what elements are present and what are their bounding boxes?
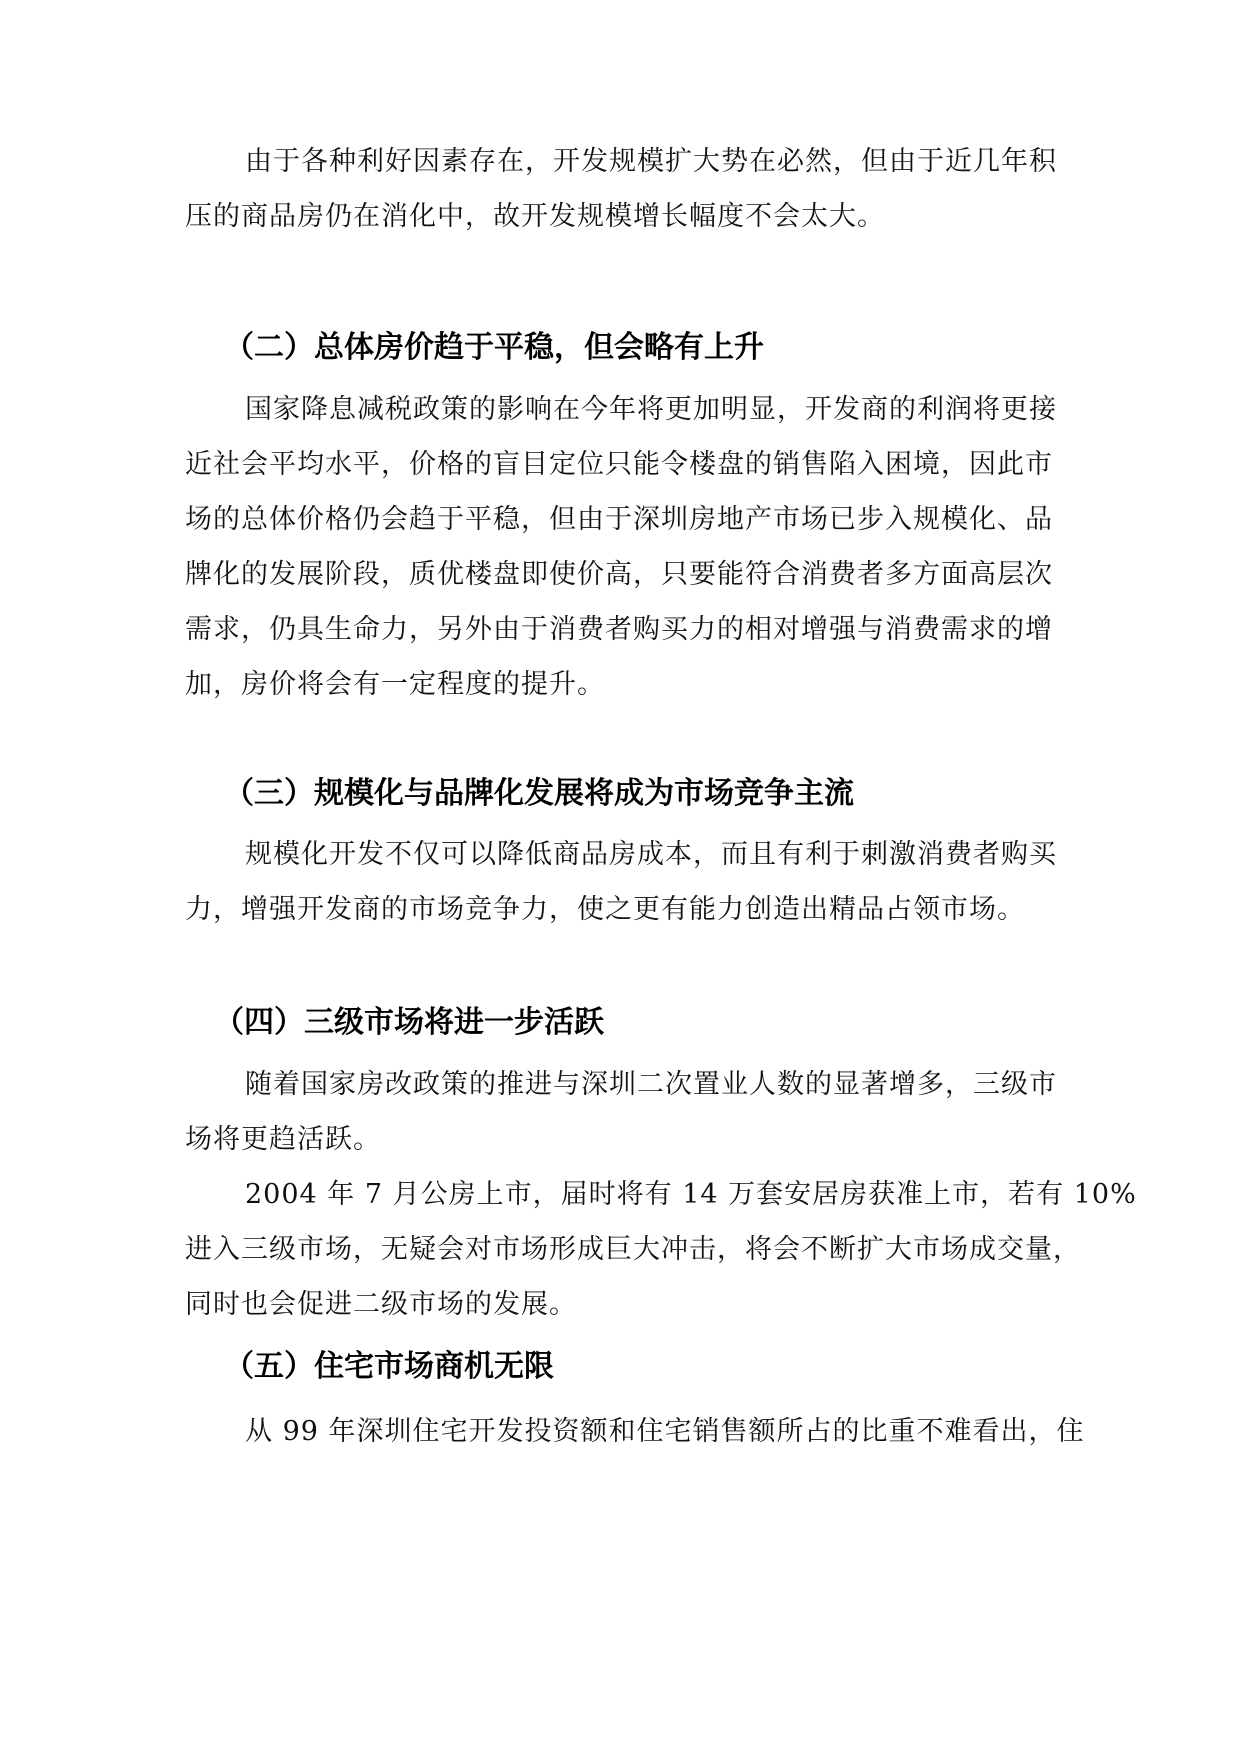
paragraph-line: 规模化开发不仅可以降低商品房成本，而且有利于刺激消费者购买	[245, 839, 1057, 870]
paragraph-line: 国家降息减税政策的影响在今年将更加明显，开发商的利润将更接	[245, 394, 1057, 425]
paragraph-line: 场的总体价格仍会趋于平稳，但由于深圳房地产市场已步入规模化、品	[185, 504, 1053, 535]
paragraph-line: 随着国家房改政策的推进与深圳二次置业人数的显著增多，三级市	[245, 1069, 1057, 1100]
section-heading: （三）规模化与品牌化发展将成为市场竞争主流	[224, 776, 854, 811]
paragraph-line: 由于各种利好因素存在，开发规模扩大势在必然，但由于近几年积	[245, 146, 1057, 177]
paragraph-line: 2004 年 7 月公房上市，届时将有 14 万套安居房获准上市，若有 10%	[245, 1179, 1137, 1210]
paragraph-line: 场将更趋活跃。	[185, 1124, 381, 1155]
paragraph-line: 近社会平均水平，价格的盲目定位只能令楼盘的销售陷入困境，因此市	[185, 449, 1053, 480]
paragraph-line: 加，房价将会有一定程度的提升。	[185, 669, 605, 700]
paragraph-line: 同时也会促进二级市场的发展。	[185, 1289, 577, 1320]
section-heading: （四）三级市场将进一步活跃	[214, 1005, 604, 1040]
section-heading: （五）住宅市场商机无限	[224, 1349, 554, 1384]
section-heading: （二）总体房价趋于平稳，但会略有上升	[224, 330, 764, 365]
paragraph-line: 牌化的发展阶段，质优楼盘即使价高，只要能符合消费者多方面高层次	[185, 559, 1053, 590]
paragraph-line: 需求，仍具生命力，另外由于消费者购买力的相对增强与消费需求的增	[185, 614, 1053, 645]
paragraph-line: 力，增强开发商的市场竞争力，使之更有能力创造出精品占领市场。	[185, 894, 1025, 925]
paragraph-line: 从 99 年深圳住宅开发投资额和住宅销售额所占的比重不难看出，住	[245, 1416, 1085, 1447]
paragraph-line: 进入三级市场，无疑会对市场形成巨大冲击，将会不断扩大市场成交量，	[185, 1234, 1081, 1265]
paragraph-line: 压的商品房仍在消化中，故开发规模增长幅度不会太大。	[185, 201, 885, 232]
